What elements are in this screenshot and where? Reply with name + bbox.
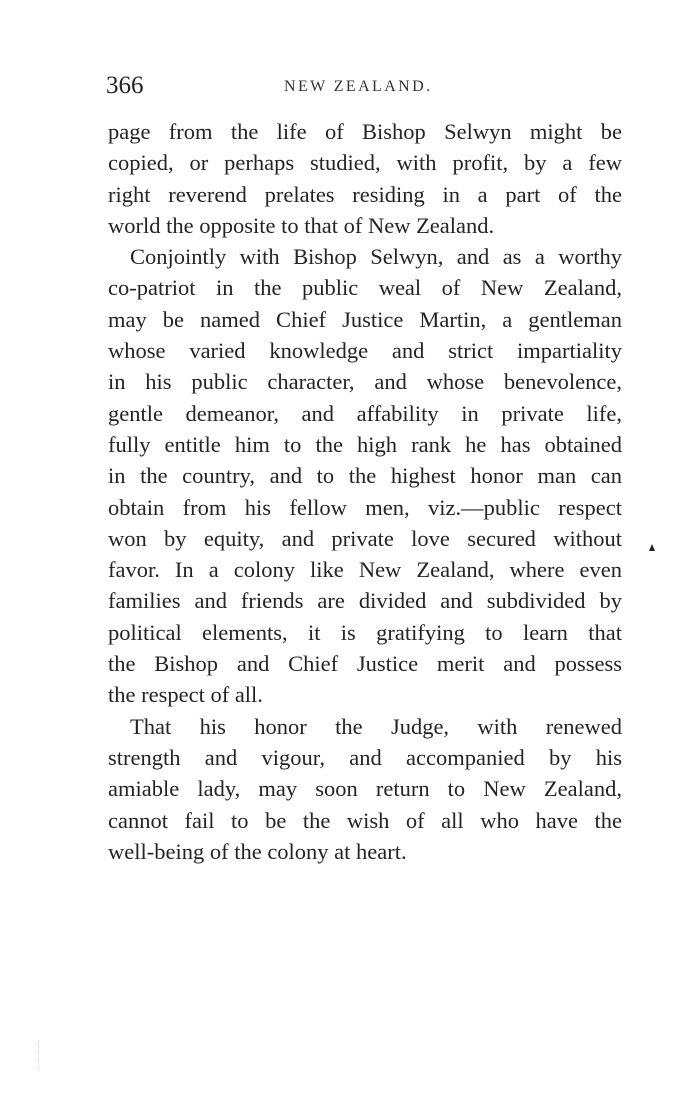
- text-line: well-being of the colony at heart.: [108, 838, 407, 864]
- text-line: page from the life of Bishop Selwyn might be: [108, 119, 622, 144]
- text-line: fully entitle him to the high rank he has obtained: [108, 431, 622, 457]
- text-line: favor. In a colony like New Zealand, where even: [108, 557, 622, 583]
- text-line: the respect of all.: [108, 682, 263, 708]
- paragraph: [108, 241, 622, 710]
- text-line: won by equity, and private love secured without: [108, 525, 622, 551]
- text-line: the Bishop and Chief Justice merit and possess: [108, 651, 622, 677]
- page-header: [106, 70, 626, 110]
- text-line: gentle demeanor, and affability in private life,: [108, 400, 622, 426]
- paragraph: [108, 116, 622, 241]
- text-line: copied, or perhaps studied, with profit, by a few: [108, 150, 622, 176]
- text-line: Conjointly with Bishop Selwyn, and as a worthy: [130, 244, 622, 270]
- page-number: 366: [106, 72, 144, 99]
- text-line: may be named Chief Justice Martin, a gentleman: [108, 306, 622, 332]
- body-text: [108, 116, 622, 867]
- text-line: families and friends are divided and subdivided by: [108, 588, 622, 614]
- text-line: amiable lady, may soon return to New Zealand,: [108, 776, 622, 802]
- text-line: obtain from his fellow men, viz.—public respect: [108, 494, 622, 520]
- text-line: cannot fail to be the wish of all who have the: [108, 807, 622, 833]
- paragraph: [108, 711, 622, 867]
- text-line: world the opposite to that of New Zealand.: [108, 212, 495, 238]
- text-line: political elements, it is gratifying to learn that: [108, 619, 622, 645]
- text-line: right reverend prelates residing in a part of the: [108, 181, 622, 207]
- text-line: That his honor the Judge, with renewed: [130, 713, 622, 739]
- text-line: co-patriot in the public weal of New Zealand,: [108, 275, 622, 301]
- text-line: whose varied knowledge and strict impartiality: [108, 338, 622, 364]
- margin-mark-icon: [649, 544, 655, 551]
- page-edge-specks: [38, 1040, 41, 1070]
- text-line: strength and vigour, and accompanied by his: [108, 744, 622, 770]
- text-line: in his public character, and whose benevolence,: [108, 369, 622, 395]
- running-head: NEW ZEALAND.: [284, 78, 433, 95]
- text-line: in the country, and to the highest honor man can: [108, 463, 622, 489]
